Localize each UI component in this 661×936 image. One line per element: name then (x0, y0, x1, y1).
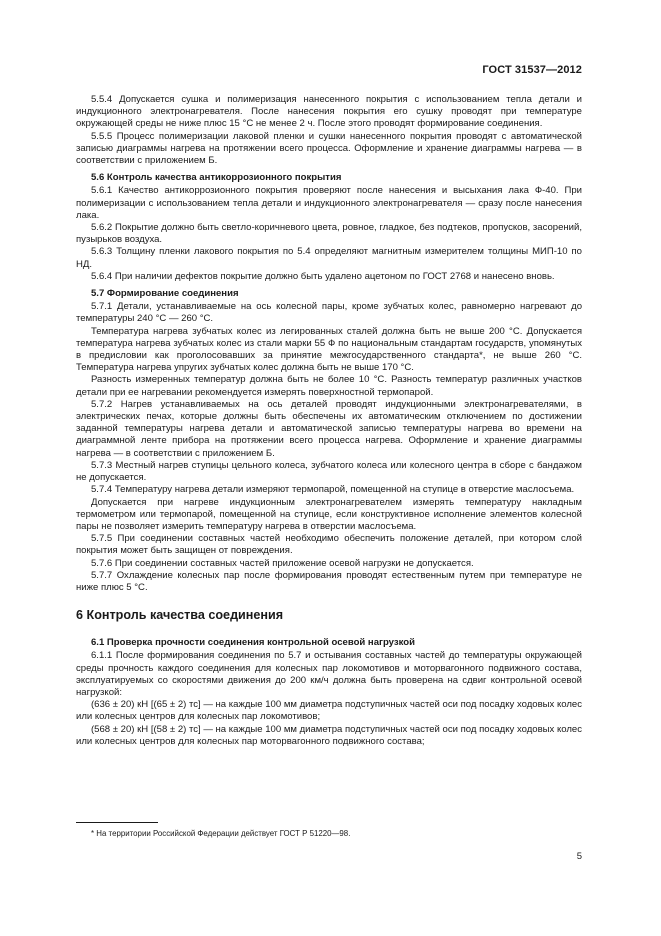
subheading-5-6: 5.6 Контроль качества антикоррозионного покрытия (91, 172, 342, 184)
document-body (76, 94, 582, 748)
subheading-5-7: 5.7 Формирование соединения (91, 288, 239, 300)
paragraph-temperature-difference: Разность измеренных температур должна быть не более 10 °С. Разность температур различных участков детали при ее нагревании рекомендуется измерять поверхностной термопарой. (76, 374, 582, 398)
paragraph-5-6-4: 5.6.4 При наличии дефектов покрытие должно быть удалено ацетоном по ГОСТ 2768 и нанесено вновь. (91, 270, 555, 282)
paragraph-load-multiple-units: (568 ± 20) кН [(58 ± 2) тс] — на каждые 100 мм диаметра подступичных частей оси под посадку ходовых колес или колесных центров для колесных пар моторвагонного подвижного состава; (76, 723, 582, 747)
paragraph-6-1-1: 6.1.1 После формирования соединения по 5.7 и остывания составных частей до температуры окружающей среды прочность каждого соединения для колесных пар локомотивов и моторвагонного подвижного состава, эксплуатируемых со скоростями движения до 200 км/ч должна быть проверена на сдвиг контрольной осевой нагрузкой: (76, 650, 582, 698)
paragraph-gear-temperature: Температура нагрева зубчатых колес из легированных сталей должна быть не выше 200 °С. Допускается температура нагрева зубчатых колес из стали марки 55 Ф по национальным стандартам государств, упомянутых в предисловии как проголосовавших за принятие межгосударственного стандарта*, не выше 260 °С. Температура нагрева упругих зубчатых колес должна быть не выше 170 °С. (76, 325, 582, 374)
paragraph-5-7-2: 5.7.2 Нагрев устанавливаемых на ось деталей проводят индукционными электронагревателями, в электрических печах, которые должны быть обеспечены их автоматическим отключением по достижении заданной температуры нагрева детали и автоматической записью температуры нагрева во времени на диаграммной ленте прибора на протяжении всего процесса нагрева. Оформление и хранение диаграммы нагрева — в соответствии с приложением Б. (76, 398, 582, 459)
page-number: 5 (576, 851, 582, 862)
footnote: * На территории Российской Федерации действует ГОСТ Р 51220—98. (91, 829, 351, 838)
paragraph-5-5-5: 5.5.5 Процесс полимеризации лаковой пленки и сушки нанесенного покрытия проводят с автоматической записью диаграммы нагрева на протяжении всего процесса. Оформление и хранение диаграммы нагрева — в соответствии с приложением Б. (76, 130, 582, 167)
paragraph-5-7-6: 5.7.6 При соединении составных частей приложение осевой нагрузки не допускается. (91, 557, 474, 569)
paragraph-induction-measurement: Допускается при нагреве индукционным электронагревателем измерять температуру накладным термометром или термопарой, помещенной на ступице, если конструктивное исполнение элементов колесной пары не позволяет измерить температуру нагрева в отверстии маслосъема. (76, 496, 582, 532)
paragraph-5-7-7: 5.7.7 Охлаждение колесных пар после формирования проводят естественным путем при температуре не ниже плюс 5 °С. (76, 569, 582, 593)
paragraph-load-locomotives: (636 ± 20) кН [(65 ± 2) тс] — на каждые 100 мм диаметра подступичных частей оси под посадку ходовых колес или колесных центров для колесных пар локомотивов; (76, 699, 582, 723)
paragraph-5-6-2: 5.6.2 Покрытие должно быть светло-коричневого цвета, ровное, гладкое, без подтеков, пропусков, засорений, пузырьков воздуха. (76, 222, 582, 246)
document-header-title: ГОСТ 31537—2012 (482, 64, 582, 76)
section-heading-6: 6 Контроль качества соединения (76, 608, 284, 623)
paragraph-5-6-3: 5.6.3 Толщину пленки лакового покрытия по 5.4 определяют магнитным измерителем толщины МИП-10 по НД. (76, 246, 582, 270)
paragraph-5-7-3: 5.7.3 Местный нагрев ступицы цельного колеса, зубчатого колеса или колесного центра в сборе с бандажом не допускается. (76, 459, 582, 484)
paragraph-5-6-1: 5.6.1 Качество антикоррозионного покрытия проверяют после нанесения и высыхания лака Ф-40. При полимеризации с использованием тепла детали и индукционного электронагревателя — сразу после нанесения лака. (76, 185, 582, 221)
footnote-divider (76, 822, 158, 823)
paragraph-5-7-1: 5.7.1 Детали, устанавливаемые на ось колесной пары, кроме зубчатых колес, равномерно нагревают до температуры 240 °С — 260 °С. (76, 301, 582, 325)
paragraph-5-7-4: 5.7.4 Температуру нагрева детали измеряют термопарой, помещенной на ступице в отверстие маслосъема. (91, 484, 575, 496)
subheading-6-1: 6.1 Проверка прочности соединения контрольной осевой нагрузкой (91, 637, 415, 649)
paragraph-5-5-4: 5.5.4 Допускается сушка и полимеризация нанесенного покрытия с использованием тепла детали и индукционного электронагревателя. После нанесения покрытия его сушку проводят при температуре окружающей среды не ниже плюс 15 °С не менее 2 ч. После этого проводят формирование соединения. (76, 94, 582, 130)
paragraph-5-7-5: 5.7.5 При соединении составных частей необходимо обеспечить положение деталей, при котором слой покрытия может быть защищен от повреждения. (76, 533, 582, 557)
